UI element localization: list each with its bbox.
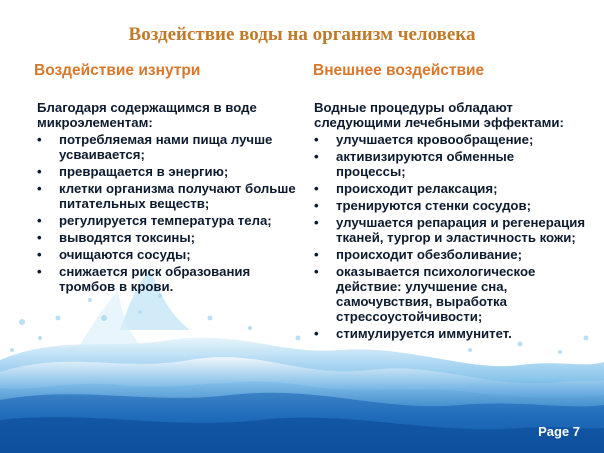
bullet-icon: • xyxy=(37,213,42,228)
list-item xyxy=(314,198,586,213)
bullet-icon: • xyxy=(37,164,42,179)
list-item-text: улучшается репарация и регенерация тканей, тургор и эластичность кожи; xyxy=(336,215,586,245)
list-item xyxy=(37,132,307,162)
bullet-icon: • xyxy=(314,181,319,196)
list-item xyxy=(314,264,586,324)
bullet-icon: • xyxy=(314,198,319,213)
list-item-text: потребляемая нами пища лучше усваивается; xyxy=(59,132,273,162)
slide-title: Воздействие воды на организм человека xyxy=(128,24,476,45)
right-bullet-list xyxy=(314,132,586,341)
left-column xyxy=(37,100,307,296)
list-item-text: происходит релаксация; xyxy=(336,181,498,196)
left-column-heading: Воздействие изнутри xyxy=(34,62,201,79)
right-intro-text: Водные процедуры обладают следующими лечебными эффектами: xyxy=(314,100,564,130)
list-item-text: регулируется температура тела; xyxy=(59,213,272,228)
bullet-icon: • xyxy=(37,264,42,279)
bullet-icon: • xyxy=(37,230,42,245)
bullet-icon: • xyxy=(314,326,319,341)
list-item xyxy=(37,247,307,262)
list-item-text: стимулируется иммунитет. xyxy=(336,326,512,341)
list-item-text: улучшается кровообращение; xyxy=(336,132,534,147)
list-item xyxy=(314,215,586,245)
list-item xyxy=(37,264,307,294)
left-bullet-list xyxy=(37,132,307,294)
list-item xyxy=(37,164,307,179)
right-column-heading: Внешнее воздействие xyxy=(313,62,485,79)
list-item-text: снижается риск образования тромбов в крови. xyxy=(59,264,251,294)
list-item-text: тренируются стенки сосудов; xyxy=(336,198,531,213)
bullet-icon: • xyxy=(314,215,319,230)
bullet-icon: • xyxy=(314,132,319,147)
bullet-icon: • xyxy=(314,149,319,164)
list-item-text: происходит обезболивание; xyxy=(336,247,523,262)
list-item xyxy=(314,181,586,196)
list-item-text: оказывается психологическое действие: улучшение сна, самочувствия, выработка стрессоустойчивости; xyxy=(336,264,536,324)
list-item-text: клетки организма получают больше питательных веществ; xyxy=(59,181,296,211)
list-item xyxy=(37,213,307,228)
left-intro-text: Благодаря содержащимся в воде микроэлементам: xyxy=(37,100,257,130)
list-item-text: выводятся токсины; xyxy=(59,230,196,245)
list-item xyxy=(314,149,586,179)
list-item-text: очищаются сосуды; xyxy=(59,247,191,262)
bullet-icon: • xyxy=(314,247,319,262)
list-item-text: активизируются обменные процессы; xyxy=(336,149,515,179)
list-item xyxy=(37,181,307,211)
bullet-icon: • xyxy=(37,181,42,196)
bullet-icon: • xyxy=(37,132,42,147)
right-column xyxy=(314,100,586,343)
bullet-icon: • xyxy=(314,264,319,279)
list-item-text: превращается в энергию; xyxy=(59,164,229,179)
list-item xyxy=(314,247,586,262)
list-item xyxy=(314,326,586,341)
list-item xyxy=(314,132,586,147)
bullet-icon: • xyxy=(37,247,42,262)
list-item xyxy=(37,230,307,245)
page-number: Page 7 xyxy=(538,424,580,439)
